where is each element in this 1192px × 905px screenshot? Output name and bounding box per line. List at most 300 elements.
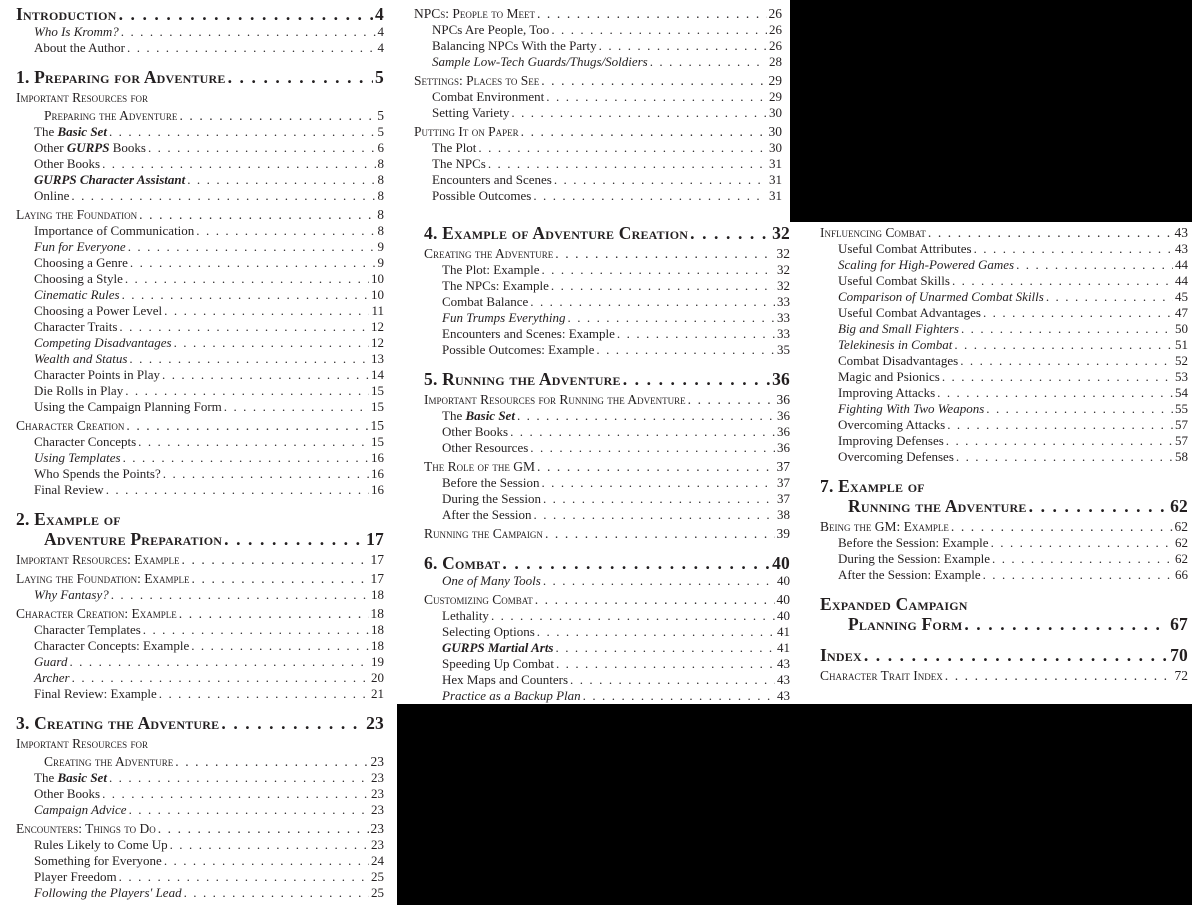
toc-item[interactable] [16, 466, 384, 482]
toc-entry-line [34, 40, 384, 56]
dot-leader [947, 417, 1173, 433]
toc-item[interactable] [820, 241, 1188, 257]
page-number: 45 [1175, 289, 1188, 304]
page-number: 40 [777, 608, 790, 623]
title-text: Importance of Communication [34, 223, 195, 238]
toc-entry-title [432, 172, 552, 188]
toc-item[interactable] [424, 573, 790, 589]
page-number: 9 [377, 255, 384, 270]
dot-leader [983, 305, 1173, 321]
title-text: Settings: Places to See [414, 73, 540, 88]
page-number: 40 [776, 592, 790, 607]
toc-entry-title [442, 688, 581, 704]
dot-leader [511, 105, 767, 121]
dot-leader [551, 22, 767, 38]
title-text: Influencing Combat [820, 225, 926, 240]
toc-entry-line [424, 592, 790, 608]
dot-leader [175, 754, 368, 770]
toc-item[interactable] [820, 535, 1188, 551]
toc-item[interactable] [16, 255, 384, 271]
toc-entry-line [34, 853, 384, 869]
dot-leader [596, 342, 775, 358]
dot-leader [221, 713, 364, 733]
page-number: 8 [377, 223, 384, 238]
toc-chapter[interactable] [820, 594, 1188, 634]
title-text: Overcoming Attacks [838, 417, 946, 432]
toc-entry-title [432, 105, 509, 121]
toc-section[interactable] [820, 519, 1188, 535]
toc-entry-line [34, 654, 384, 670]
toc-entry-line [16, 418, 384, 434]
dot-leader [224, 529, 364, 549]
toc-entry-title [432, 54, 648, 70]
toc-chapter[interactable] [424, 553, 790, 573]
toc-item[interactable] [414, 172, 782, 188]
toc-entry-line [34, 399, 384, 415]
toc-entry-title [442, 507, 532, 523]
toc-entry-line [34, 367, 384, 383]
toc-item[interactable] [424, 278, 790, 294]
toc-item[interactable] [16, 434, 384, 450]
title-text: 1. Preparing for Adventure [16, 67, 226, 87]
toc-entry-line [838, 535, 1188, 551]
dot-leader [121, 24, 376, 40]
toc-entry-title [16, 67, 226, 87]
toc-item[interactable] [414, 54, 782, 70]
page-number: 19 [371, 654, 384, 669]
toc-chapter[interactable] [16, 713, 384, 733]
toc-section[interactable] [16, 552, 384, 568]
toc-item[interactable] [16, 271, 384, 287]
toc-item[interactable] [16, 450, 384, 466]
toc-item[interactable] [424, 294, 790, 310]
toc-entry-line [16, 90, 384, 106]
page-number: 43 [777, 672, 790, 687]
toc-entry-title [838, 257, 1014, 273]
title-text: Important Resources for [16, 90, 149, 105]
dot-leader [179, 606, 369, 622]
title-text: Running the Adventure [848, 496, 1027, 516]
page-number: 62 [1175, 551, 1188, 566]
page-number: 52 [1175, 353, 1188, 368]
toc-entry-title [34, 654, 67, 670]
toc-item[interactable] [424, 688, 790, 704]
toc-item[interactable] [16, 319, 384, 335]
toc-item[interactable] [16, 670, 384, 686]
toc-item[interactable] [16, 40, 384, 56]
title-text: Overcoming Defenses [838, 449, 954, 464]
toc-item[interactable] [16, 383, 384, 399]
toc-entry-title [34, 156, 100, 172]
title-text: Scaling for High-Powered Games [838, 257, 1015, 272]
page-number: 17 [370, 552, 384, 567]
toc-item[interactable] [16, 885, 384, 901]
toc-entry-line [34, 383, 384, 399]
toc-section[interactable] [820, 668, 1188, 684]
dot-leader [974, 241, 1173, 257]
page-number: 37 [777, 491, 790, 506]
toc-section[interactable] [414, 6, 782, 22]
dot-leader [545, 526, 775, 542]
toc-entry-title [442, 672, 568, 688]
dot-leader [162, 367, 369, 383]
toc-entry-line [442, 294, 790, 310]
page-number: 4 [375, 4, 384, 24]
toc-item[interactable] [16, 587, 384, 603]
toc-item[interactable] [424, 640, 790, 656]
title-text: Die Rolls in Play [34, 383, 124, 398]
toc-entry-title [442, 310, 566, 326]
toc-entry-title [820, 476, 925, 496]
toc-section[interactable] [414, 73, 782, 89]
dot-leader [71, 188, 375, 204]
title-text: Fighting With Two Weapons [838, 401, 985, 416]
page-number: 32 [777, 278, 790, 293]
toc-entry-line [838, 257, 1188, 273]
toc-item[interactable] [424, 507, 790, 523]
toc-entry-title [442, 342, 594, 358]
page-number: 29 [768, 73, 782, 88]
dot-leader [554, 172, 767, 188]
title-text: The NPCs: Example [442, 278, 549, 293]
toc-entry-title [838, 321, 959, 337]
toc-section[interactable] [16, 736, 384, 770]
toc-item[interactable] [16, 351, 384, 367]
toc-item[interactable] [820, 567, 1188, 583]
toc-item[interactable] [16, 654, 384, 670]
toc-entry-line [34, 24, 384, 40]
dot-leader [224, 399, 369, 415]
page-number: 32 [777, 262, 790, 277]
toc-entry-title [34, 140, 146, 156]
toc-item[interactable] [16, 287, 384, 303]
toc-section[interactable] [424, 246, 790, 262]
toc-entry-line [414, 73, 782, 89]
toc-entry-line [838, 289, 1188, 305]
toc-item[interactable] [424, 491, 790, 507]
toc-item[interactable] [16, 638, 384, 654]
page-number: 36 [777, 408, 790, 423]
toc-item[interactable] [16, 869, 384, 885]
page-number: 33 [777, 294, 790, 309]
toc-item[interactable] [820, 401, 1188, 417]
page-number: 40 [772, 553, 790, 573]
title-text: Expanded Campaign [820, 594, 968, 614]
toc-section[interactable] [16, 821, 384, 837]
toc-section[interactable] [16, 207, 384, 223]
dot-leader [983, 567, 1173, 583]
toc-item[interactable] [820, 353, 1188, 369]
toc-chapter[interactable] [16, 67, 384, 87]
page-number: 30 [769, 105, 782, 120]
title-text: NPCs Are People, Too [432, 22, 550, 37]
dot-leader [109, 124, 376, 140]
title-text: About the Author [34, 40, 125, 55]
page-number: 23 [371, 786, 384, 801]
toc-item[interactable] [16, 156, 384, 172]
toc-item[interactable] [424, 310, 790, 326]
toc-entry-line [34, 466, 384, 482]
toc-item[interactable] [820, 369, 1188, 385]
title-text: Character Points in Play [34, 367, 161, 382]
toc-item[interactable] [16, 399, 384, 415]
toc-item[interactable] [820, 433, 1188, 449]
dot-leader [945, 668, 1173, 684]
toc-entry-line [16, 606, 384, 622]
toc-entry-line [838, 401, 1188, 417]
title-text: Improving Defenses [838, 433, 944, 448]
toc-section[interactable] [820, 225, 1188, 241]
title-text: Wealth and Status [34, 351, 128, 366]
toc-entry-line [34, 450, 384, 466]
toc-entry-line [424, 553, 790, 573]
toc-item[interactable] [16, 140, 384, 156]
toc-entry-line [34, 156, 384, 172]
toc-entry-line [838, 241, 1188, 257]
toc-item[interactable] [424, 672, 790, 688]
toc-entry-line [838, 321, 1188, 337]
dot-leader [543, 573, 775, 589]
toc-item[interactable] [424, 608, 790, 624]
toc-entry-line [838, 567, 1188, 583]
title-text: Character Creation [16, 418, 125, 433]
toc-section[interactable] [16, 418, 384, 434]
dot-leader [937, 385, 1173, 401]
toc-entry-title [34, 587, 109, 603]
toc-entry-title [16, 713, 219, 733]
dot-leader [170, 837, 369, 853]
title-text: Speeding Up Combat [442, 656, 554, 671]
toc-entry-line [34, 140, 384, 156]
toc-item[interactable] [424, 624, 790, 640]
title-text: Fun Trumps Everything [442, 310, 566, 325]
toc-entry-title [34, 466, 161, 482]
title-text: Introduction [16, 4, 117, 24]
toc-column-2-top [414, 6, 782, 204]
title-text: 4. Example of Adventure Creation [424, 223, 689, 243]
page-number: 47 [1175, 305, 1188, 320]
dot-leader [992, 551, 1173, 567]
toc-item[interactable] [16, 223, 384, 239]
toc-section[interactable] [16, 90, 384, 124]
toc-entry-line [34, 223, 384, 239]
toc-entry-title [34, 24, 119, 40]
dot-leader [570, 672, 775, 688]
toc-item[interactable] [424, 262, 790, 278]
toc-item[interactable] [820, 337, 1188, 353]
toc-item[interactable] [820, 305, 1188, 321]
toc-item[interactable] [16, 367, 384, 383]
dot-leader [127, 40, 376, 56]
toc-entry-line [34, 482, 384, 498]
page-number: 31 [769, 188, 782, 203]
toc-column-1 [16, 4, 384, 901]
toc-entry-line [34, 802, 384, 818]
toc-item[interactable] [414, 22, 782, 38]
title-text: Important Resources for Running the Adventure [424, 392, 686, 407]
toc-entry-line [442, 440, 790, 456]
toc-chapter[interactable] [424, 369, 790, 389]
page-number: 23 [370, 754, 384, 769]
toc-item[interactable] [424, 440, 790, 456]
toc-entry-title [820, 594, 968, 614]
toc-section[interactable] [424, 592, 790, 608]
toc-entry-title [34, 335, 172, 351]
toc-section[interactable] [414, 124, 782, 140]
toc-entry-title [34, 188, 69, 204]
toc-item[interactable] [16, 853, 384, 869]
toc-chapter[interactable] [16, 4, 384, 24]
toc-entry-line [838, 273, 1188, 289]
page-number: 23 [371, 770, 384, 785]
toc-item[interactable] [414, 188, 782, 204]
toc-entry-title [44, 754, 173, 770]
title-text: Character Trait Index [820, 668, 943, 683]
toc-chapter[interactable] [16, 509, 384, 549]
toc-section[interactable] [16, 571, 384, 587]
dot-leader [555, 246, 774, 262]
toc-item[interactable] [16, 172, 384, 188]
toc-entry-line [424, 526, 790, 542]
toc-entry-title [44, 108, 177, 124]
toc-item[interactable] [414, 156, 782, 172]
toc-entry-title [34, 383, 123, 399]
toc-item[interactable] [820, 257, 1188, 273]
title-text: Putting It on Paper [414, 124, 519, 139]
title-text: The Plot: Example [442, 262, 540, 277]
toc-item[interactable] [424, 424, 790, 440]
toc-item[interactable] [820, 289, 1188, 305]
toc-item[interactable] [424, 656, 790, 672]
toc-entry-line [16, 821, 384, 837]
toc-entry-line [432, 140, 782, 156]
page-number: 15 [371, 399, 384, 414]
page-number: 29 [769, 89, 782, 104]
toc-chapter[interactable] [820, 645, 1188, 665]
title-text: Fun for Everyone [34, 239, 126, 254]
toc-item[interactable] [16, 239, 384, 255]
toc-entry-line [34, 319, 384, 335]
toc-item[interactable] [414, 89, 782, 105]
page-number: 14 [371, 367, 384, 382]
dot-leader [568, 310, 776, 326]
toc-item[interactable] [424, 326, 790, 342]
toc-item[interactable] [820, 321, 1188, 337]
title-text: Who Is Kromm? [34, 24, 119, 39]
toc-item[interactable] [820, 273, 1188, 289]
toc-section[interactable] [424, 459, 790, 475]
toc-item[interactable] [16, 335, 384, 351]
dot-leader [956, 449, 1173, 465]
toc-item[interactable] [424, 475, 790, 491]
dot-leader [517, 408, 775, 424]
toc-item[interactable] [414, 38, 782, 54]
toc-entry-title [820, 645, 862, 665]
page-number: 40 [777, 573, 790, 588]
toc-chapter[interactable] [820, 476, 1188, 516]
page-number: 67 [1170, 614, 1188, 634]
toc-item[interactable] [424, 408, 790, 424]
toc-entry-line [820, 476, 1188, 496]
page-number: 21 [371, 686, 384, 701]
toc-section[interactable] [424, 392, 790, 408]
toc-entry-title [34, 802, 127, 818]
toc-entry-title [424, 553, 500, 573]
page-number: 16 [371, 450, 384, 465]
toc-entry-title [34, 450, 121, 466]
dot-leader [599, 38, 767, 54]
toc-entry-line [16, 67, 384, 87]
toc-item[interactable] [820, 449, 1188, 465]
dot-leader [179, 108, 375, 124]
toc-item[interactable] [414, 140, 782, 156]
dot-leader [650, 54, 767, 70]
toc-item[interactable] [16, 188, 384, 204]
toc-item[interactable] [16, 124, 384, 140]
toc-entry-line [820, 668, 1188, 684]
toc-item[interactable] [820, 385, 1188, 401]
toc-item[interactable] [16, 786, 384, 802]
toc-chapter[interactable] [424, 223, 790, 243]
toc-item[interactable] [424, 342, 790, 358]
dot-leader [69, 654, 369, 670]
page-number: 28 [769, 54, 782, 69]
toc-item[interactable] [16, 837, 384, 853]
title-text: Balancing NPCs With the Party [432, 38, 597, 53]
dot-leader [533, 188, 767, 204]
toc-item[interactable] [16, 622, 384, 638]
toc-item[interactable] [16, 24, 384, 40]
title-text: Important Resources: Example [16, 552, 180, 567]
toc-entry-line [442, 656, 790, 672]
toc-item[interactable] [820, 551, 1188, 567]
page-number: 25 [371, 885, 384, 900]
toc-entry-title [16, 509, 121, 529]
title-text: 7. Example of [820, 476, 925, 496]
toc-entry-title [34, 482, 104, 498]
toc-section[interactable] [16, 606, 384, 622]
toc-entry-title [34, 40, 125, 56]
toc-entry-line [16, 754, 384, 770]
dot-leader [184, 885, 369, 901]
toc-entry-title [442, 656, 554, 672]
toc-item[interactable] [16, 770, 384, 786]
toc-item[interactable] [16, 303, 384, 319]
toc-item[interactable] [16, 686, 384, 702]
page-number: 39 [776, 526, 790, 541]
toc-section[interactable] [424, 526, 790, 542]
title-text: Preparing the Adventure [44, 108, 178, 123]
page-number: 17 [366, 529, 384, 549]
toc-item[interactable] [820, 417, 1188, 433]
toc-item[interactable] [16, 482, 384, 498]
toc-item[interactable] [414, 105, 782, 121]
toc-entry-line [16, 713, 384, 733]
toc-item[interactable] [16, 802, 384, 818]
dot-leader [556, 656, 775, 672]
page-number: 18 [371, 587, 384, 602]
page-number: 62 [1170, 496, 1188, 516]
toc-entry-title [442, 624, 535, 640]
dot-leader [187, 172, 375, 188]
title-text: Practice as a Backup Plan [442, 688, 581, 703]
title-text: Character Concepts: Example [34, 638, 190, 653]
toc-entry-title [16, 90, 148, 106]
page-number: 38 [777, 507, 790, 522]
toc-entry-title [442, 326, 615, 342]
page-number: 5 [375, 67, 384, 87]
title-text: Useful Combat Skills [838, 273, 950, 288]
